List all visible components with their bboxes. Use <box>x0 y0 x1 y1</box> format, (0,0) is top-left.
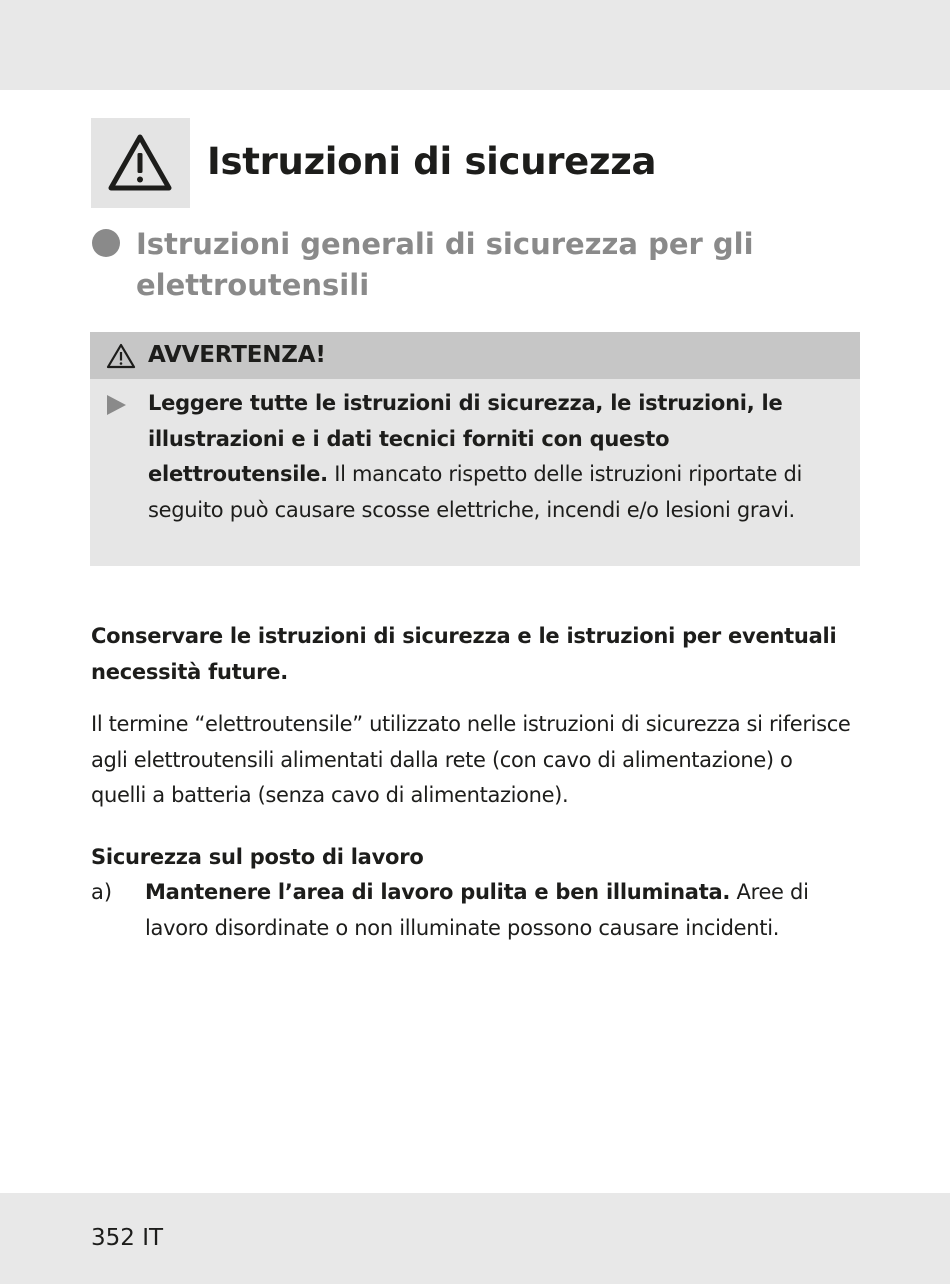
arrow-right-icon <box>105 394 127 416</box>
keep-instructions-note: Conservare le istruzioni di sicurezza e le istruzioni per eventuali necessità future. <box>91 624 837 684</box>
list-item-bold: Mantenere l’area di lavoro pulita e ben illuminata. <box>145 880 731 904</box>
warning-box <box>90 332 860 566</box>
section-title: Istruzioni generali di sicurezza per gli elettroutensili <box>136 227 754 302</box>
page-language: IT <box>142 1225 164 1251</box>
section-bullet <box>92 229 120 257</box>
list-marker: a) <box>91 880 113 904</box>
list-item <box>145 875 845 946</box>
list-item-text: Aree di lavoro disordinate o non illuminate possono causare incidenti. <box>145 880 809 940</box>
page-title: Istruzioni di sicurezza <box>207 140 657 183</box>
warning-small-icon <box>106 343 136 369</box>
term-definition: Il termine “elettroutensile” utilizzato nelle istruzioni di sicurezza si riferisce agli elettroutensili alimentati dalla rete (con cavo di alimentazione) o quelli a batteria (senza cavo di alimentazione). <box>91 712 851 807</box>
warning-label: AVVERTENZA! <box>148 342 326 368</box>
top-band <box>0 0 950 90</box>
warning-bold-text: Leggere tutte le istruzioni di sicurezza, le istruzioni, le illustrazioni e i dati tecnici forniti con questo elettroutensile. <box>148 391 783 486</box>
header-icon-box <box>91 118 190 208</box>
workplace-heading: Sicurezza sul posto di lavoro <box>91 845 424 869</box>
warning-triangle-icon <box>107 133 173 193</box>
page-number-value: 352 <box>91 1225 135 1251</box>
warning-body-text: Il mancato rispetto delle istruzioni riportate di seguito può causare scosse elettriche, incendi e/o lesioni gravi. <box>148 462 803 522</box>
page-number <box>91 1225 163 1251</box>
warning-header <box>90 332 860 379</box>
warning-text <box>148 386 854 528</box>
